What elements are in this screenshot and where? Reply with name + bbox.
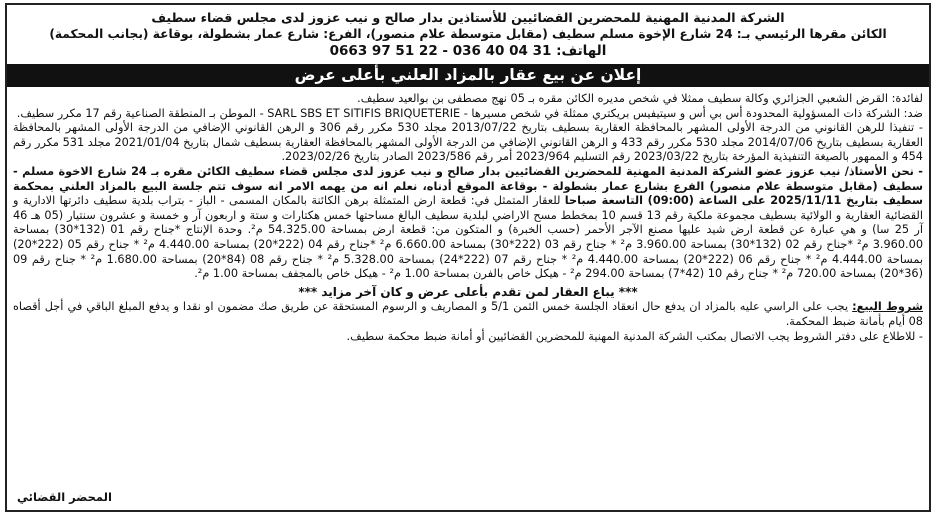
conditions-paragraph <box>13 300 923 329</box>
property-description: للعقار المتمثل في: قطعة ارض المتمثلة برهن الكائنة بالمكان المسمى - الباز - بتراب بلدية سطيف دائرتها الادارية و القضائية العقارية و الولائية بسطيف مجموعة ملكية رقم 13 قسم 10 بمخطط مسح الاراضي لبلدية سطيف البالغ مساحتها خمس هكتارات و ستة و اربعون آر و خمسة و عشرون سنتيار (05 هـ 46 آر 25 سا) و هي عبارة عن قطعة ارض شيد عليها مصنع الآجر الأحمر (حسب الخبرة) و المتكون من: قطعة ارض بمساحة 54.325.00 م². وحدة الإنتاج *جناح رقم 01 (132*30) بمساحة 3.960.00 م² *جناح رقم 02 (132*30) بمساحة 3.960.00 م² * جناح رقم 03 (222*30) بمساحة 6.660.00 م² *جناح رقم 04 (222*20) بمساحة 4.440.00 م² * جناح رقم 05 (222*20) بمساحة 4.444.00 م² * جناح رقم 06 (222*20) بمساحة 4.440.00 م² * جناح رقم 07 (222*24) بمساحة 5.328.00 م² * جناح رقم 08 (84*20) بمساحة 1.680.00 م² * جناح رقم 09 (36*20) بمساحة 720.00 م² * جناح رقم 10 (42*7) بمساحة 294.00 م² - هيكل خاص بالفرن بمساحة 1.00 م² - هيكل خاص بالمجفف بمساحة 1.00 م². <box>13 194 924 281</box>
office-phone: الهاتف: 31 04 40 036 - 22 51 97 0663 <box>329 43 607 59</box>
contact-paragraph: - للاطلاع على دفتر الشروط يجب الاتصال بمكتب الشركة المدنية المهنية للمحضرين القضائيين أو أمانة ضبط محكمة سطيف. <box>346 329 923 343</box>
enforcement-paragraph: - تنفيذا للرهن القانوني من الدرجة الأولى المشهر بالمحافظة العقارية بسطيف بتاريخ 2013/07/22 مجلد 530 مكرر رقم 306 و الرهن القانوني الإضافي من الدرجة الأولى المشهر بالمحافظة العقارية بسطيف بتاريخ 2014/07/06 مجلد 530 مكرر رقم 433 و الرهن القانوني الإضافي من الدرجة الأولى المشهر بالمحافظة العقارية بسطيف شمال بتاريخ 2021/01/04 مجلد 531 مكرر رقم 454 و الممهور بالصيغة التنفيذية المؤرخة بتاريخ 2023/03/22 رقم التسليم 2023/964 أمر رقم 2023/586 الصادر بتاريخ 2023/02/26. <box>13 121 923 164</box>
conditions-label: شروط البيع: <box>852 300 924 314</box>
creditor-paragraph: لفائدة: القرض الشعبي الجزائري وكالة سطيف ممثلا في شخص مديره الكائن مقره بـ 05 نهج مصطفى بن بوالعيد سطيف. <box>357 92 923 105</box>
debtor-paragraph: ضد: الشركة ذات المسؤولية المحدودة أس بي أس و سيتيفيس بريكتري ممثلة في شخص مسيرها - SARL SBS ET SITIFIS BRIQUETERIE - الموطن بـ المنطقة الصناعية رقم 17 مكرر سطيف. <box>16 106 923 120</box>
sale-rule: *** يباع العقار لمن تقدم بأعلى عرض و كان آخر مزايد *** <box>298 284 638 299</box>
office-name: الشركة المدنية المهنية للمحضرين القضائيين للأستاذين بدار صالح و نيب عزوز لدى مجلس قضاء سطيف <box>151 10 785 25</box>
notice-title-banner: إعلان عن بيع عقار بالمزاد العلني بأعلى عرض <box>7 64 929 87</box>
notice-body <box>7 89 929 344</box>
conditions-text: يجب على الراسي عليه بالمزاد ان يدفع حال انعقاد الجلسة خمس الثمن 5/1 و المصاريف و الرسوم المستحقة عن طريق صك مضمون او نقدا و يدفع المبلغ الباقي في أجل أقصاه 08 أيام بأمانة ضبط المحكمة. <box>13 300 923 328</box>
bailiff-signature: المحضر القضائي <box>17 490 112 504</box>
sale-announcement: - نحن الأستاذ/ نيب عزوز عضو الشركة المدنية المهنية للمحضرين القضائيين بدار صالح و نيب عزوز لدى مجلس قضاء سطيف الكائن مقره بـ 24 شارع الاخوة مسلم - سطيف (مقابل متوسطة علام منصور) الفرع بشارع عمار بشطولة - بوقاعة الموقع أدناه، نعلم انه من يهمه الامر انه سوف تتم جلسة البيع بالمزاد العلني بمحكمة سطيف بتاريخ 2025/11/11 على الساعة (09:00) التاسعة صباحا <box>13 164 924 208</box>
legal-notice <box>5 3 931 512</box>
office-address: الكائن مقرها الرئيسي بـ: 24 شارع الإخوة مسلم سطيف (مقابل متوسطة علام منصور)، الفرع: شارع عمار بشطولة، بوقاعة (بجانب المحكمة) <box>49 27 887 41</box>
office-header <box>7 5 929 60</box>
sale-paragraph <box>13 165 923 282</box>
